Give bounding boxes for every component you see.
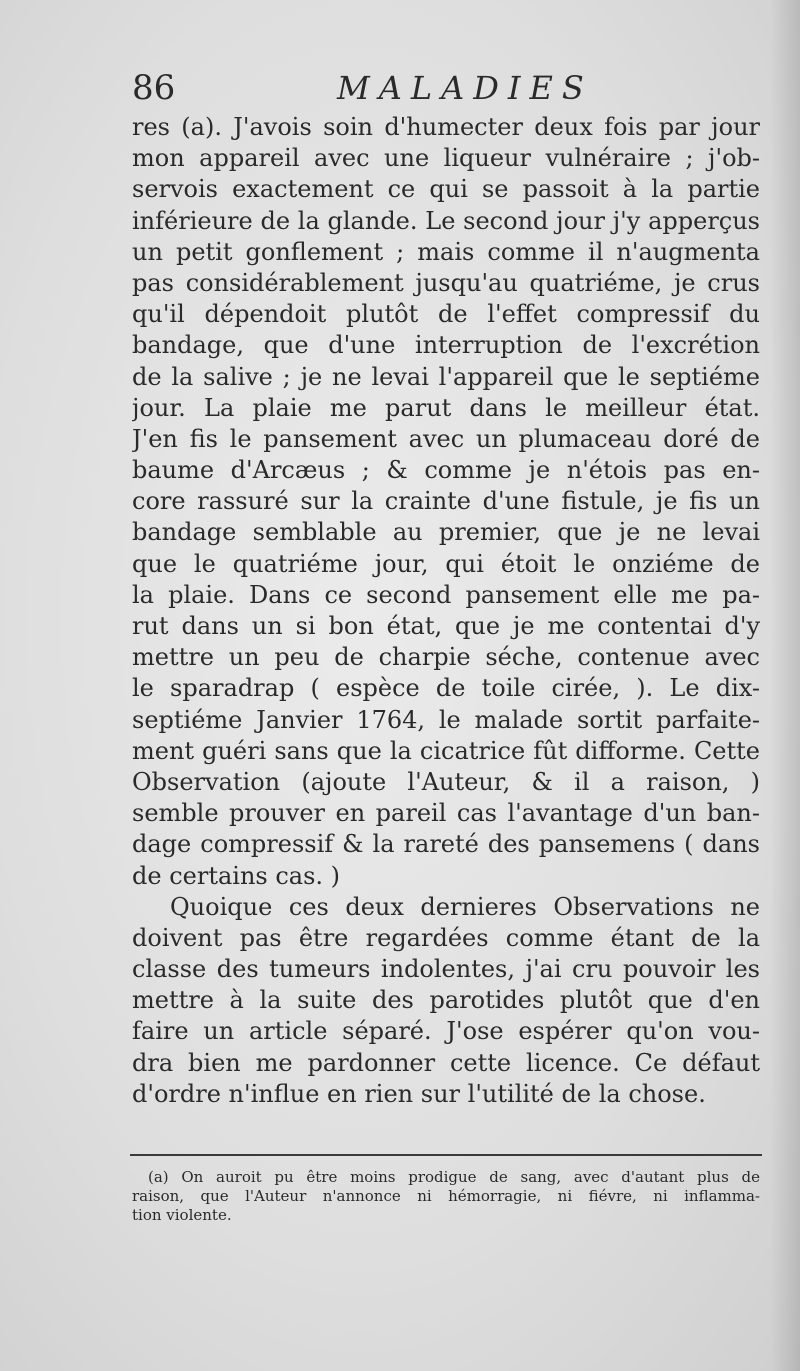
text-line: classe des tumeurs indolentes, j'ai cru pouvoir les <box>132 955 760 984</box>
text-line: res (a). J'avois soin d'humecter deux fois par jour <box>132 113 760 141</box>
text-line: que le quatriéme jour, qui étoit le onziéme de <box>132 549 760 578</box>
text-line: ment guéri sans que la cicatrice fût difforme. Cette <box>132 736 760 765</box>
text-line: un petit gonflement ; mais comme il n'augmenta <box>132 237 760 266</box>
text-line: Quoique ces deux dernieres Observations ne <box>170 892 760 921</box>
text-line: bandage semblable au premier, que je ne levai <box>132 518 760 547</box>
text-line: rut dans un si bon état, que je me contentai d'y <box>132 612 760 640</box>
text-line: bandage, que d'une interruption de l'excrétion <box>132 331 760 360</box>
text-line: core rassuré sur la crainte d'une fistule, je fis un <box>132 487 760 516</box>
text-line: baume d'Arcæus ; & comme je n'étois pas en- <box>132 456 760 485</box>
text-line: Observation (ajoute l'Auteur, & il a raison, ) <box>132 767 760 796</box>
footnote-line: tion violente. <box>132 1206 232 1224</box>
running-head: MALADIES <box>337 69 593 107</box>
text-line: septiéme Janvier 1764, le malade sortit parfaite- <box>132 705 760 734</box>
text-line: doivent pas être regardées comme étant de la <box>132 923 760 952</box>
footnote-rule <box>130 1154 762 1156</box>
text-line: servois exactement ce qui se passoit à la partie <box>132 175 760 204</box>
text-line: mettre un peu de charpie séche, contenue avec <box>132 643 760 672</box>
text-line: de la salive ; je ne levai l'appareil que le septiéme <box>132 362 760 391</box>
page-header <box>132 66 772 110</box>
text-line: dra bien me pardonner cette licence. Ce défaut <box>132 1048 760 1077</box>
footnote <box>132 1168 760 1225</box>
text-line: mettre à la suite des parotides plutôt que d'en <box>132 986 760 1015</box>
text-line: inférieure de la glande. Le second jour j'y apperçus <box>132 206 760 235</box>
footnote-line: raison, que l'Auteur n'annonce ni hémorragie, ni fiévre, ni inflamma- <box>132 1187 760 1205</box>
text-line: J'en fis le pansement avec un plumaceau doré de <box>132 424 760 453</box>
body-text <box>132 112 760 1110</box>
text-line: le sparadrap ( espèce de toile cirée, ). Le dix- <box>132 674 760 703</box>
text-line: semble prouver en pareil cas l'avantage d'un ban- <box>132 799 760 828</box>
text-line: d'ordre n'influe en rien sur l'utilité de la chose. <box>132 1079 706 1108</box>
text-line: de certains cas. ) <box>132 861 341 890</box>
text-line: la plaie. Dans ce second pansement elle me pa- <box>132 580 760 609</box>
page-number: 86 <box>132 68 176 108</box>
text-line: mon appareil avec une liqueur vulnéraire ; j'ob- <box>132 144 760 173</box>
text-line: pas considérablement jusqu'au quatriéme, je crus <box>132 268 760 297</box>
text-line: qu'il dépendoit plutôt de l'effet compressif du <box>132 300 760 329</box>
page-gutter-shadow <box>770 0 800 1371</box>
text-line: dage compressif & la rareté des pansemens ( dans <box>132 830 760 859</box>
text-line: jour. La plaie me parut dans le meilleur état. <box>132 393 760 422</box>
text-line: faire un article séparé. J'ose espérer qu'on vou- <box>132 1017 760 1046</box>
footnote-line: (a) On auroit pu être moins prodigue de sang, avec d'autant plus de <box>148 1168 760 1186</box>
